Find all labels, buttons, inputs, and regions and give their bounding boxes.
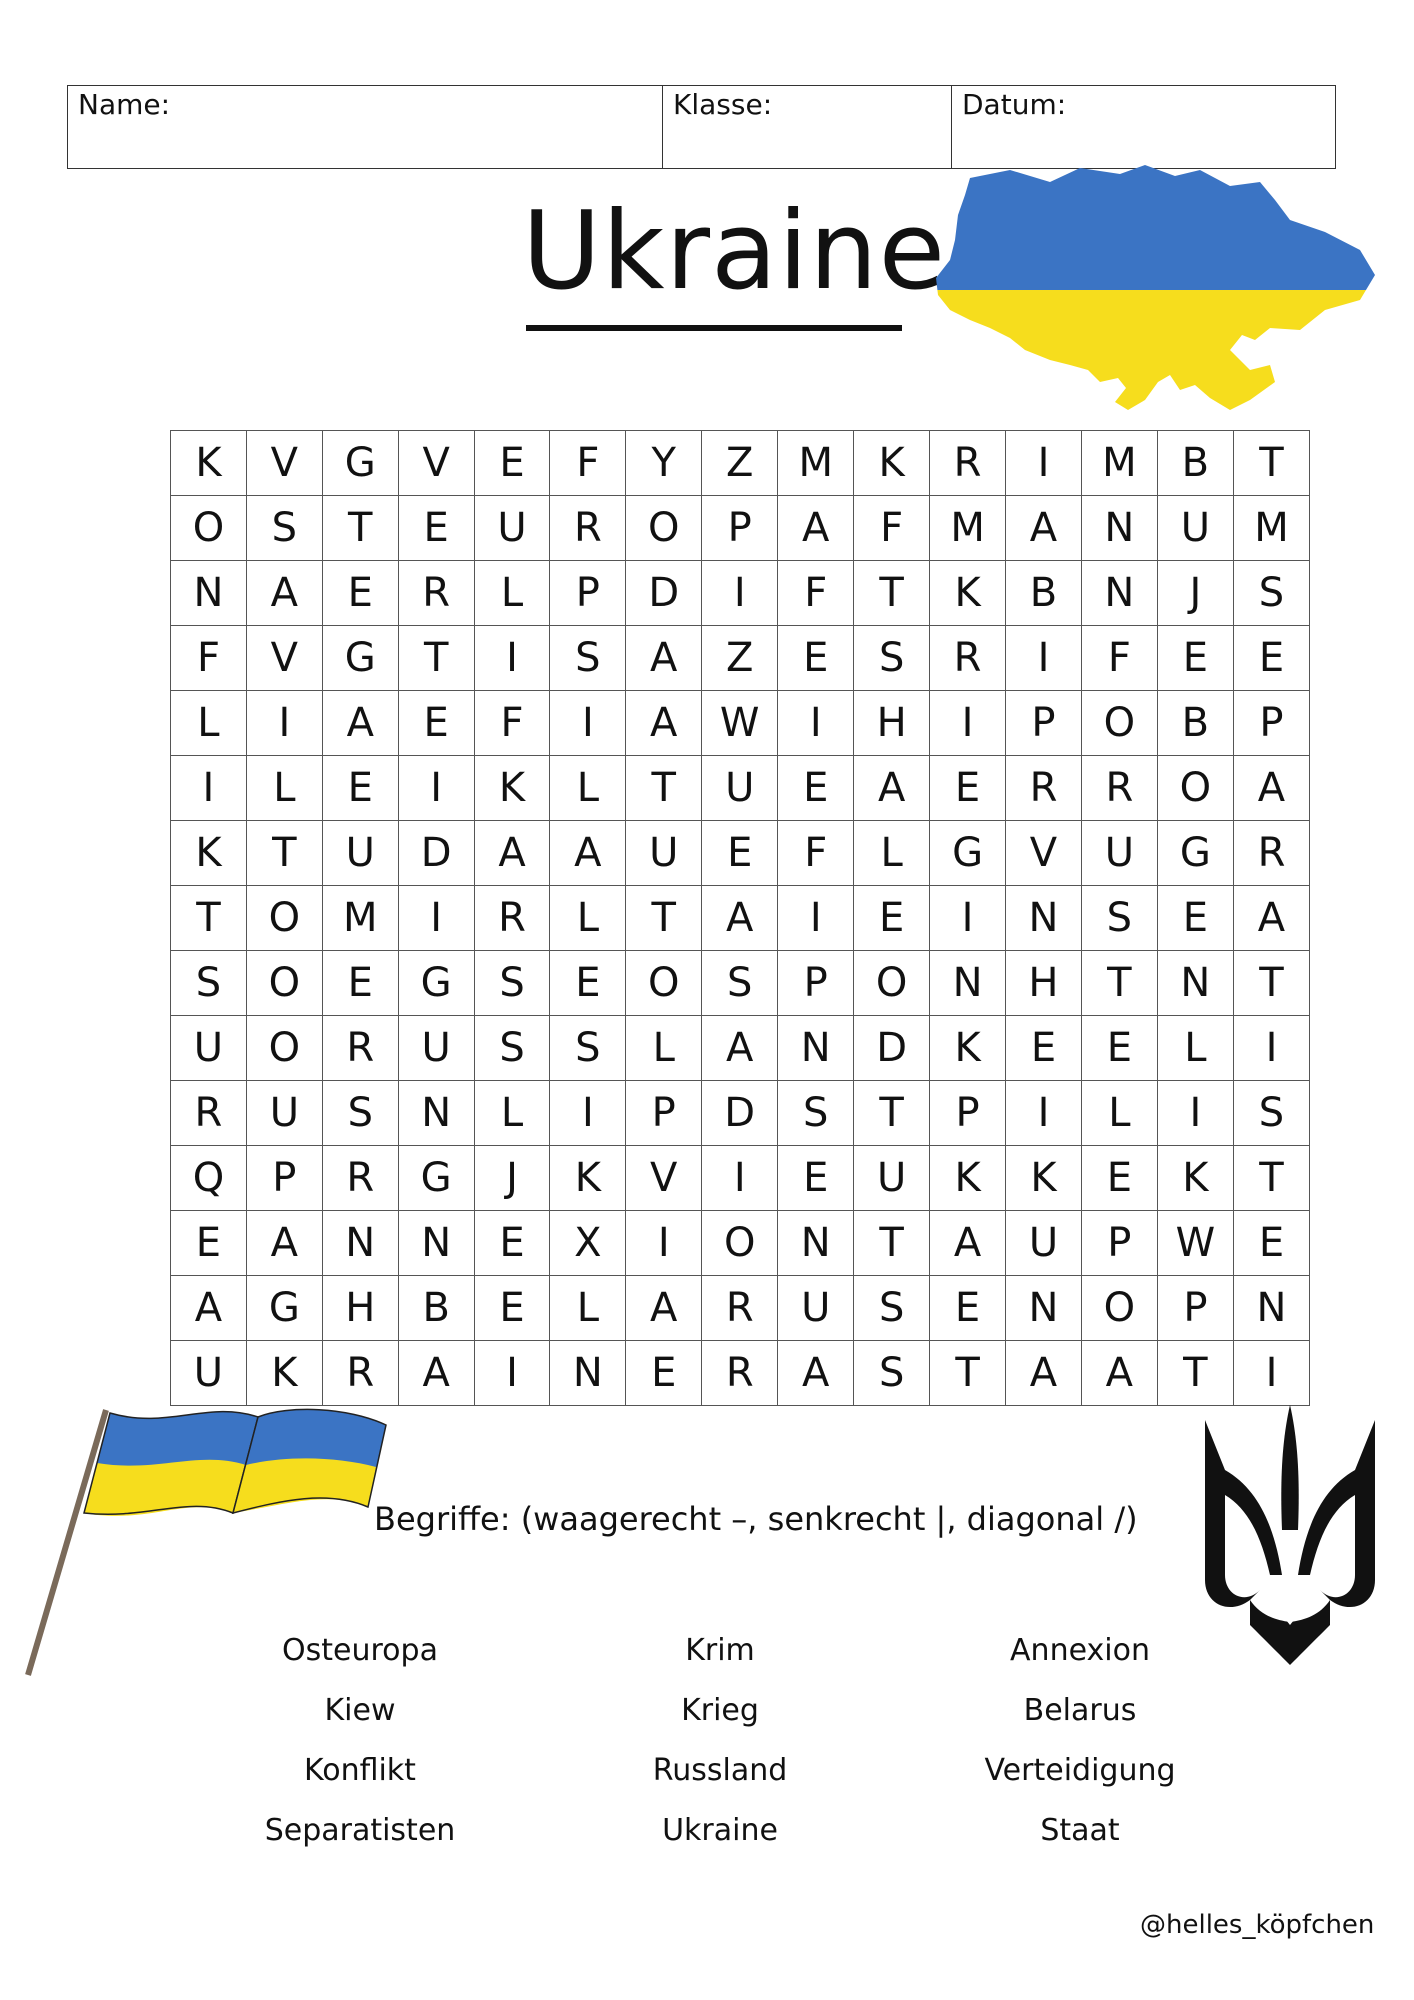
grid-cell[interactable]: U	[702, 756, 778, 821]
grid-cell[interactable]: O	[854, 951, 930, 1016]
grid-cell[interactable]: G	[1157, 821, 1233, 886]
grid-cell[interactable]: F	[778, 821, 854, 886]
grid-cell[interactable]: U	[398, 1016, 474, 1081]
grid-row	[171, 1146, 1310, 1211]
grid-cell[interactable]: O	[1081, 691, 1157, 756]
grid-cell[interactable]: E	[778, 1146, 854, 1211]
grid-cell[interactable]: R	[322, 1016, 398, 1081]
grid-cell[interactable]: K	[1006, 1146, 1082, 1211]
grid-cell[interactable]: N	[171, 561, 247, 626]
grid-cell[interactable]: E	[398, 691, 474, 756]
grid-cell[interactable]: N	[1081, 561, 1157, 626]
grid-cell[interactable]: A	[626, 1276, 702, 1341]
grid-cell[interactable]: B	[1157, 691, 1233, 756]
grid-cell[interactable]: L	[550, 756, 626, 821]
grid-cell[interactable]: N	[778, 1211, 854, 1276]
grid-cell[interactable]: E	[474, 1211, 550, 1276]
grid-cell[interactable]: N	[550, 1341, 626, 1406]
grid-row	[171, 821, 1310, 886]
grid-cell[interactable]: G	[398, 951, 474, 1016]
word-row	[180, 1800, 1260, 1860]
grid-cell[interactable]: A	[474, 821, 550, 886]
grid-cell[interactable]: H	[1006, 951, 1082, 1016]
grid-cell[interactable]: S	[246, 496, 322, 561]
grid-cell[interactable]: B	[398, 1276, 474, 1341]
grid-cell[interactable]: R	[1233, 821, 1309, 886]
ukraine-map-icon	[930, 160, 1380, 420]
grid-cell[interactable]: U	[474, 496, 550, 561]
search-word: Annexion	[1010, 1632, 1150, 1668]
grid-cell[interactable]: O	[1157, 756, 1233, 821]
grid-cell[interactable]: K	[930, 1016, 1006, 1081]
word-row	[180, 1680, 1260, 1740]
grid-cell[interactable]: P	[930, 1081, 1006, 1146]
grid-cell[interactable]: F	[854, 496, 930, 561]
grid-cell[interactable]: Y	[626, 431, 702, 496]
grid-cell[interactable]: L	[474, 561, 550, 626]
grid-cell[interactable]: A	[702, 886, 778, 951]
grid-cell[interactable]: S	[1233, 1081, 1309, 1146]
grid-cell[interactable]: R	[1006, 756, 1082, 821]
grid-cell[interactable]: O	[626, 951, 702, 1016]
search-word: Krieg	[681, 1692, 759, 1728]
grid-cell[interactable]: I	[171, 756, 247, 821]
grid-cell[interactable]: A	[1081, 1341, 1157, 1406]
grid-cell[interactable]: G	[322, 431, 398, 496]
grid-cell[interactable]: L	[854, 821, 930, 886]
grid-cell[interactable]: V	[246, 431, 322, 496]
grid-cell[interactable]: A	[398, 1341, 474, 1406]
grid-cell[interactable]: T	[854, 561, 930, 626]
grid-cell[interactable]: T	[626, 886, 702, 951]
grid-cell[interactable]: E	[550, 951, 626, 1016]
grid-cell[interactable]: R	[322, 1341, 398, 1406]
grid-cell[interactable]: U	[626, 821, 702, 886]
grid-cell[interactable]: P	[626, 1081, 702, 1146]
grid-cell[interactable]: D	[854, 1016, 930, 1081]
grid-cell[interactable]: F	[171, 626, 247, 691]
grid-cell[interactable]: E	[474, 1276, 550, 1341]
grid-cell[interactable]: M	[1081, 431, 1157, 496]
grid-cell[interactable]: E	[171, 1211, 247, 1276]
grid-cell[interactable]: P	[1157, 1276, 1233, 1341]
grid-cell[interactable]: E	[322, 756, 398, 821]
grid-cell[interactable]: E	[1081, 1016, 1157, 1081]
grid-cell[interactable]: S	[1233, 561, 1309, 626]
grid-cell[interactable]: D	[626, 561, 702, 626]
grid-cell[interactable]: S	[474, 1016, 550, 1081]
grid-cell[interactable]: K	[171, 821, 247, 886]
grid-row	[171, 691, 1310, 756]
grid-cell[interactable]: A	[1006, 496, 1082, 561]
grid-cell[interactable]: K	[171, 431, 247, 496]
grid-cell[interactable]: U	[1006, 1211, 1082, 1276]
grid-cell[interactable]: S	[1081, 886, 1157, 951]
grid-cell[interactable]: U	[171, 1341, 247, 1406]
grid-cell[interactable]: A	[550, 821, 626, 886]
grid-cell[interactable]: N	[778, 1016, 854, 1081]
grid-cell[interactable]: T	[1233, 1146, 1309, 1211]
grid-cell[interactable]: R	[550, 496, 626, 561]
word-row	[180, 1620, 1260, 1680]
grid-cell[interactable]: I	[1233, 1016, 1309, 1081]
grid-row	[171, 1016, 1310, 1081]
grid-cell[interactable]: A	[1006, 1341, 1082, 1406]
grid-cell[interactable]: U	[246, 1081, 322, 1146]
grid-cell[interactable]: I	[1006, 1081, 1082, 1146]
grid-cell[interactable]: I	[1006, 431, 1082, 496]
grid-cell[interactable]: I	[1157, 1081, 1233, 1146]
grid-row	[171, 561, 1310, 626]
grid-cell[interactable]: O	[626, 496, 702, 561]
grid-cell[interactable]: E	[702, 821, 778, 886]
grid-cell[interactable]: A	[246, 1211, 322, 1276]
grid-cell[interactable]: V	[626, 1146, 702, 1211]
grid-cell[interactable]: D	[398, 821, 474, 886]
grid-cell[interactable]: E	[854, 886, 930, 951]
grid-cell[interactable]: T	[1081, 951, 1157, 1016]
word-search-grid	[170, 430, 1310, 1406]
grid-cell[interactable]: E	[322, 561, 398, 626]
grid-cell[interactable]: P	[1081, 1211, 1157, 1276]
header-table	[67, 85, 1336, 169]
grid-cell[interactable]: G	[322, 626, 398, 691]
grid-cell[interactable]: G	[930, 821, 1006, 886]
grid-cell[interactable]: R	[930, 431, 1006, 496]
grid-cell[interactable]: S	[550, 626, 626, 691]
name-label: Name:	[78, 88, 171, 121]
grid-cell[interactable]: E	[626, 1341, 702, 1406]
grid-cell[interactable]: L	[171, 691, 247, 756]
grid-cell[interactable]: K	[930, 561, 1006, 626]
grid-cell[interactable]: P	[550, 561, 626, 626]
grid-cell[interactable]: B	[1006, 561, 1082, 626]
grid-cell[interactable]: I	[474, 1341, 550, 1406]
grid-cell[interactable]: M	[930, 496, 1006, 561]
search-word: Separatisten	[264, 1812, 456, 1848]
grid-cell[interactable]: O	[702, 1211, 778, 1276]
grid-cell[interactable]: I	[1233, 1341, 1309, 1406]
grid-cell[interactable]: I	[550, 1081, 626, 1146]
grid-cell[interactable]: B	[1157, 431, 1233, 496]
grid-cell[interactable]: V	[1006, 821, 1082, 886]
grid-cell[interactable]: S	[854, 626, 930, 691]
grid-cell[interactable]: E	[474, 431, 550, 496]
grid-cell[interactable]: A	[171, 1276, 247, 1341]
grid-cell[interactable]: E	[1006, 1016, 1082, 1081]
grid-cell[interactable]: T	[1233, 951, 1309, 1016]
grid-cell[interactable]: H	[322, 1276, 398, 1341]
grid-cell[interactable]: R	[702, 1276, 778, 1341]
grid-cell[interactable]: P	[702, 496, 778, 561]
page-title: Ukraine	[522, 189, 947, 314]
grid-cell[interactable]: V	[246, 626, 322, 691]
grid-cell[interactable]: A	[322, 691, 398, 756]
grid-cell[interactable]: E	[1081, 1146, 1157, 1211]
grid-cell[interactable]: T	[1233, 431, 1309, 496]
grid-cell[interactable]: L	[626, 1016, 702, 1081]
grid-cell[interactable]: X	[550, 1211, 626, 1276]
grid-row	[171, 1276, 1310, 1341]
grid-cell[interactable]: U	[854, 1146, 930, 1211]
grid-cell[interactable]: U	[171, 1016, 247, 1081]
grid-cell[interactable]: G	[246, 1276, 322, 1341]
grid-cell[interactable]: M	[1233, 496, 1309, 561]
grid-cell[interactable]: P	[778, 951, 854, 1016]
grid-cell[interactable]: I	[930, 886, 1006, 951]
grid-cell[interactable]: I	[474, 626, 550, 691]
grid-cell[interactable]: R	[398, 561, 474, 626]
grid-cell[interactable]: R	[1081, 756, 1157, 821]
grid-cell[interactable]: E	[398, 496, 474, 561]
name-field[interactable]	[68, 86, 663, 168]
grid-cell[interactable]: P	[1006, 691, 1082, 756]
grid-cell[interactable]: U	[1081, 821, 1157, 886]
grid-cell[interactable]: E	[1233, 626, 1309, 691]
class-label: Klasse:	[673, 88, 773, 121]
grid-cell[interactable]: J	[474, 1146, 550, 1211]
search-word: Staat	[1040, 1812, 1120, 1848]
grid-cell[interactable]: T	[246, 821, 322, 886]
grid-cell[interactable]: R	[474, 886, 550, 951]
grid-cell[interactable]: I	[626, 1211, 702, 1276]
grid-cell[interactable]: A	[778, 1341, 854, 1406]
class-field[interactable]	[663, 86, 952, 168]
grid-cell[interactable]: G	[398, 1146, 474, 1211]
grid-cell[interactable]: V	[398, 431, 474, 496]
credit-handle: @helles_köpfchen	[1140, 1910, 1375, 1940]
grid-cell[interactable]: R	[702, 1341, 778, 1406]
grid-cell[interactable]: L	[550, 1276, 626, 1341]
grid-cell[interactable]: S	[778, 1081, 854, 1146]
grid-cell[interactable]: T	[398, 626, 474, 691]
grid-cell[interactable]: Z	[702, 431, 778, 496]
grid-cell[interactable]: P	[1233, 691, 1309, 756]
grid-row	[171, 1081, 1310, 1146]
grid-cell[interactable]: M	[778, 431, 854, 496]
grid-cell[interactable]: F	[1081, 626, 1157, 691]
grid-cell[interactable]: E	[1157, 626, 1233, 691]
grid-cell[interactable]: A	[626, 626, 702, 691]
grid-cell[interactable]: N	[322, 1211, 398, 1276]
search-word: Kiew	[324, 1692, 396, 1728]
grid-cell[interactable]: T	[854, 1211, 930, 1276]
grid-cell[interactable]: N	[1006, 1276, 1082, 1341]
grid-cell[interactable]: I	[398, 756, 474, 821]
grid-cell[interactable]: I	[550, 691, 626, 756]
grid-cell[interactable]: E	[1157, 886, 1233, 951]
title-underline	[526, 325, 902, 331]
grid-cell[interactable]: W	[1157, 1211, 1233, 1276]
grid-cell[interactable]: A	[1233, 756, 1309, 821]
date-field[interactable]	[952, 86, 1335, 168]
grid-cell[interactable]: I	[778, 691, 854, 756]
grid-cell[interactable]: A	[626, 691, 702, 756]
grid-cell[interactable]: P	[246, 1146, 322, 1211]
grid-row	[171, 626, 1310, 691]
grid-cell[interactable]: K	[1157, 1146, 1233, 1211]
grid-cell[interactable]: K	[474, 756, 550, 821]
date-label: Datum:	[962, 88, 1067, 121]
grid-cell[interactable]: S	[322, 1081, 398, 1146]
grid-cell[interactable]: S	[854, 1341, 930, 1406]
search-word: Ukraine	[662, 1812, 778, 1848]
grid-cell[interactable]: T	[322, 496, 398, 561]
grid-cell[interactable]: S	[550, 1016, 626, 1081]
search-word: Krim	[685, 1632, 755, 1668]
grid-cell[interactable]: L	[1157, 1016, 1233, 1081]
search-word: Belarus	[1023, 1692, 1137, 1728]
grid-row	[171, 496, 1310, 561]
search-word: Verteidigung	[984, 1752, 1176, 1788]
grid-cell[interactable]: F	[778, 561, 854, 626]
grid-cell[interactable]: M	[322, 886, 398, 951]
grid-cell[interactable]: K	[246, 1341, 322, 1406]
grid-cell[interactable]: I	[930, 691, 1006, 756]
grid-cell[interactable]: N	[1006, 886, 1082, 951]
grid-cell[interactable]: S	[854, 1276, 930, 1341]
grid-cell[interactable]: S	[702, 951, 778, 1016]
grid-cell[interactable]: A	[854, 756, 930, 821]
grid-cell[interactable]: L	[1081, 1081, 1157, 1146]
grid-cell[interactable]: A	[930, 1211, 1006, 1276]
grid-cell[interactable]: T	[626, 756, 702, 821]
grid-cell[interactable]: A	[246, 561, 322, 626]
grid-cell[interactable]: Z	[702, 626, 778, 691]
grid-cell[interactable]: O	[246, 951, 322, 1016]
grid-cell[interactable]: E	[778, 626, 854, 691]
grid-cell[interactable]: S	[171, 951, 247, 1016]
grid-cell[interactable]: I	[1006, 626, 1082, 691]
grid-cell[interactable]: L	[550, 886, 626, 951]
grid-cell[interactable]: N	[398, 1211, 474, 1276]
grid-cell[interactable]: U	[322, 821, 398, 886]
grid-cell[interactable]: E	[322, 951, 398, 1016]
grid-cell[interactable]: K	[930, 1146, 1006, 1211]
grid-cell[interactable]: K	[550, 1146, 626, 1211]
grid-cell[interactable]: E	[778, 756, 854, 821]
grid-cell[interactable]: T	[930, 1341, 1006, 1406]
grid-cell[interactable]: I	[778, 886, 854, 951]
grid-cell[interactable]: I	[702, 1146, 778, 1211]
grid-cell[interactable]: R	[171, 1081, 247, 1146]
grid-cell[interactable]: T	[171, 886, 247, 951]
grid-row	[171, 886, 1310, 951]
grid-cell[interactable]: A	[702, 1016, 778, 1081]
grid-cell[interactable]: H	[854, 691, 930, 756]
search-word: Russland	[652, 1752, 788, 1788]
word-row	[180, 1740, 1260, 1800]
grid-cell[interactable]: O	[1081, 1276, 1157, 1341]
grid-cell[interactable]: N	[1081, 496, 1157, 561]
grid-cell[interactable]: A	[778, 496, 854, 561]
grid-cell[interactable]: E	[930, 756, 1006, 821]
grid-cell[interactable]: S	[474, 951, 550, 1016]
grid-row	[171, 951, 1310, 1016]
instructions: Begriffe: (waagerecht –, senkrecht |, diagonal /)	[374, 1500, 1138, 1538]
grid-row	[171, 431, 1310, 496]
grid-cell[interactable]: F	[474, 691, 550, 756]
grid-cell[interactable]: K	[854, 431, 930, 496]
grid-cell[interactable]: F	[550, 431, 626, 496]
grid-cell[interactable]: N	[930, 951, 1006, 1016]
grid-cell[interactable]: U	[778, 1276, 854, 1341]
grid-cell[interactable]: U	[1157, 496, 1233, 561]
grid-cell[interactable]: O	[246, 886, 322, 951]
grid-cell[interactable]: Q	[171, 1146, 247, 1211]
grid-cell[interactable]: D	[702, 1081, 778, 1146]
search-word: Konflikt	[304, 1752, 416, 1788]
grid-cell[interactable]: N	[398, 1081, 474, 1146]
grid-row	[171, 756, 1310, 821]
grid-cell[interactable]: E	[930, 1276, 1006, 1341]
grid-row	[171, 1211, 1310, 1276]
grid-cell[interactable]: E	[1233, 1211, 1309, 1276]
grid-cell[interactable]: L	[246, 756, 322, 821]
search-word: Osteuropa	[282, 1632, 438, 1668]
grid-cell[interactable]: T	[1157, 1341, 1233, 1406]
grid-cell[interactable]: L	[474, 1081, 550, 1146]
grid-cell[interactable]: O	[246, 1016, 322, 1081]
grid-cell[interactable]: T	[854, 1081, 930, 1146]
grid-cell[interactable]: R	[322, 1146, 398, 1211]
grid-cell[interactable]: I	[398, 886, 474, 951]
grid-cell[interactable]: O	[171, 496, 247, 561]
grid-cell[interactable]: J	[1157, 561, 1233, 626]
grid-cell[interactable]: A	[1233, 886, 1309, 951]
grid-cell[interactable]: N	[1233, 1276, 1309, 1341]
grid-cell[interactable]: I	[246, 691, 322, 756]
grid-cell[interactable]: W	[702, 691, 778, 756]
grid-cell[interactable]: I	[702, 561, 778, 626]
grid-cell[interactable]: R	[930, 626, 1006, 691]
word-list	[180, 1620, 1260, 1860]
grid-cell[interactable]: N	[1157, 951, 1233, 1016]
